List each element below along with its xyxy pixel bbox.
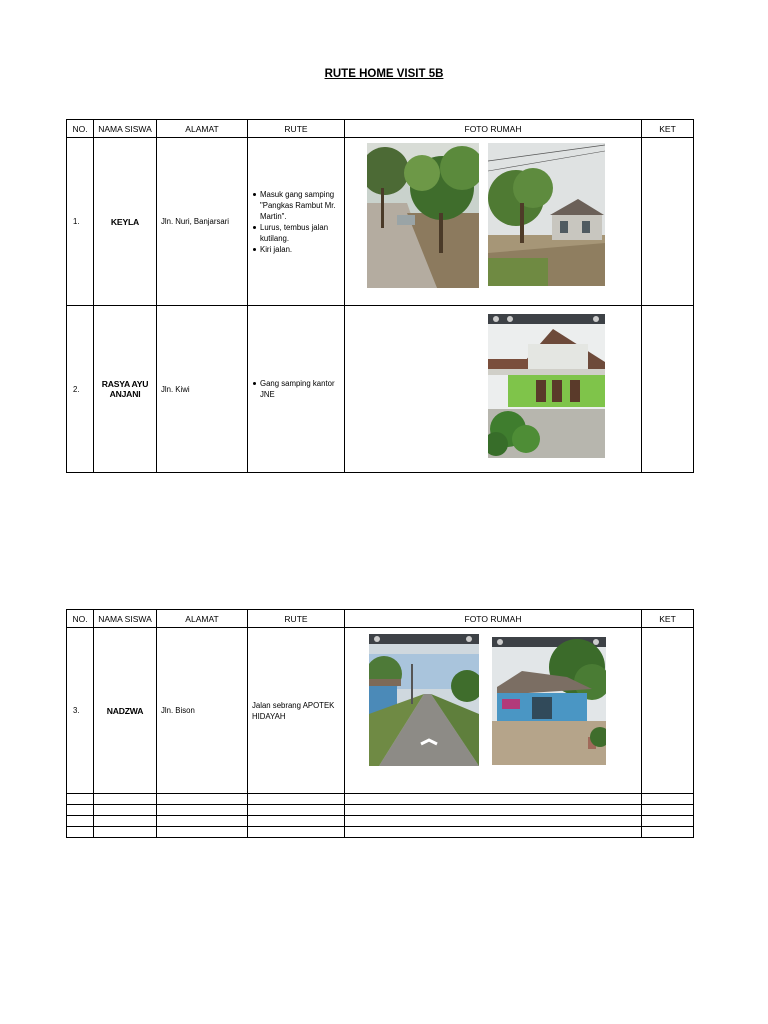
- empty-cell: [94, 827, 157, 838]
- house-photo: [488, 143, 605, 286]
- empty-cell: [642, 827, 694, 838]
- header-ket: KET: [642, 610, 694, 628]
- empty-cell: [642, 794, 694, 805]
- header-nama-siswa: NAMA SISWA: [94, 610, 157, 628]
- empty-cell: [248, 816, 345, 827]
- empty-cell: [642, 805, 694, 816]
- empty-row: [67, 816, 694, 827]
- header-foto-rumah: FOTO RUMAH: [345, 120, 642, 138]
- route-list: [252, 189, 340, 255]
- header-rute: RUTE: [248, 120, 345, 138]
- house-photo: [367, 143, 479, 288]
- student-name: KEYLA: [94, 138, 157, 306]
- header-rute: RUTE: [248, 610, 345, 628]
- ket-cell: [642, 306, 694, 473]
- empty-cell: [67, 827, 94, 838]
- empty-cell: [345, 805, 642, 816]
- empty-cell: [157, 827, 248, 838]
- route-step: Lurus, tembus jalan kutilang.: [252, 222, 340, 244]
- empty-row: [67, 827, 694, 838]
- home-visit-table-1: [66, 119, 694, 473]
- header-foto-rumah: FOTO RUMAH: [345, 610, 642, 628]
- route-cell: [248, 138, 345, 306]
- row-number: 3.: [67, 628, 94, 794]
- header-alamat: ALAMAT: [157, 610, 248, 628]
- row-number: 1.: [67, 138, 94, 306]
- table-row: [67, 306, 694, 473]
- student-name: RASYA AYU ANJANI: [94, 306, 157, 473]
- table-row: [67, 628, 694, 794]
- table-row: [67, 138, 694, 306]
- house-photo: [488, 314, 605, 458]
- header-alamat: ALAMAT: [157, 120, 248, 138]
- empty-cell: [157, 805, 248, 816]
- route-step: Kiri jalan.: [252, 244, 340, 255]
- empty-cell: [157, 794, 248, 805]
- header-ket: KET: [642, 120, 694, 138]
- route-text: Jalan sebrang APOTEK HIDAYAH: [252, 700, 335, 721]
- header-nama-siswa: NAMA SISWA: [94, 120, 157, 138]
- empty-cell: [248, 805, 345, 816]
- header-no: NO.: [67, 120, 94, 138]
- house-photo: [369, 634, 479, 766]
- header-no: NO.: [67, 610, 94, 628]
- student-address: Jln. Kiwi: [157, 306, 248, 473]
- photo-cell: [345, 138, 642, 306]
- route-step: Gang samping kantor JNE: [252, 378, 340, 400]
- empty-cell: [345, 794, 642, 805]
- route-cell: [248, 628, 345, 794]
- ket-cell: [642, 138, 694, 306]
- table-header-row: [67, 610, 694, 628]
- empty-cell: [157, 816, 248, 827]
- route-list: [252, 378, 340, 400]
- empty-row: [67, 805, 694, 816]
- empty-cell: [67, 805, 94, 816]
- route-step: Masuk gang samping "Pangkas Rambut Mr. Martin".: [252, 189, 340, 222]
- empty-cell: [67, 794, 94, 805]
- empty-cell: [345, 816, 642, 827]
- empty-cell: [67, 816, 94, 827]
- empty-cell: [94, 805, 157, 816]
- empty-cell: [94, 816, 157, 827]
- house-photo: [492, 637, 606, 765]
- table-header-row: [67, 120, 694, 138]
- student-address: Jln. Nuri, Banjarsari: [157, 138, 248, 306]
- student-name: NADZWA: [94, 628, 157, 794]
- empty-cell: [248, 794, 345, 805]
- row-number: 2.: [67, 306, 94, 473]
- empty-cell: [642, 816, 694, 827]
- student-address: Jln. Bison: [157, 628, 248, 794]
- document-title: RUTE HOME VISIT 5B: [324, 68, 444, 80]
- route-cell: [248, 306, 345, 473]
- empty-cell: [248, 827, 345, 838]
- empty-row: [67, 794, 694, 805]
- home-visit-table-2: [66, 609, 694, 838]
- ket-cell: [642, 628, 694, 794]
- empty-cell: [94, 794, 157, 805]
- empty-cell: [345, 827, 642, 838]
- photo-cell: [345, 628, 642, 794]
- photo-cell: [345, 306, 642, 473]
